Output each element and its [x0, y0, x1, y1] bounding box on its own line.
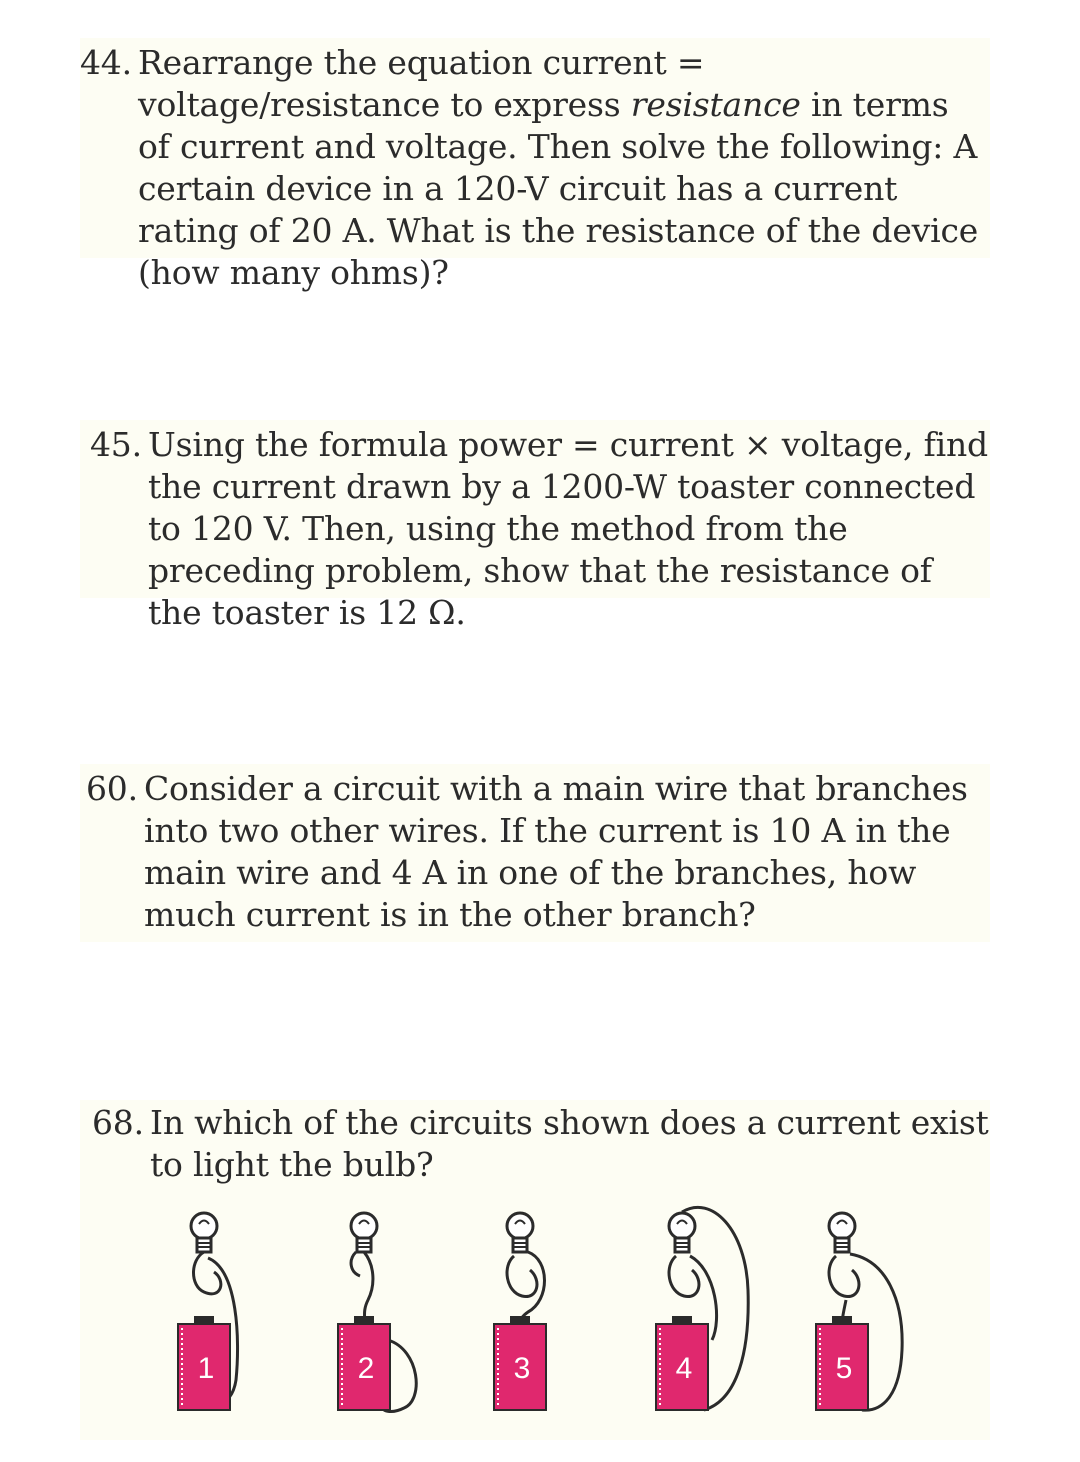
- bulb-icon: [191, 1213, 217, 1252]
- circuit-1-label: 1: [197, 1352, 215, 1385]
- bulb-icon: [669, 1213, 695, 1252]
- problem-60-number: 60.: [86, 769, 138, 808]
- problem-45-body: Using the formula power = current × voltage, find the current drawn by a 1200-W toaster connected to 120 V. Then, using the method from the preceding problem, show that the resistance of the toaster is 12 Ω.: [148, 425, 988, 632]
- problem-68-body: In which of the circuits shown does a current exist to light the bulb?: [150, 1103, 989, 1184]
- problem-44-text-after: in terms of current and voltage. Then solve the following: A certain device in a 120-V circuit has a current rating of 20 A. What is the resistance of the device (how many ohms)?: [138, 85, 979, 292]
- circuit-5: [816, 1213, 902, 1410]
- problem-44-text: [80, 42, 990, 294]
- problem-60-body: Consider a circuit with a main wire that branches into two other wires. If the current is 10 A in the main wire and 4 A in one of the branches, how much current is in the other branch?: [144, 769, 968, 934]
- problem-60: [80, 764, 990, 942]
- circuit-4-label: 4: [675, 1352, 693, 1385]
- bulb-icon: [507, 1213, 533, 1252]
- circuit-2: [338, 1213, 416, 1411]
- problem-45-text: [90, 424, 990, 634]
- circuit-2-label: 2: [357, 1352, 375, 1385]
- circuit-5-label: 5: [835, 1352, 853, 1385]
- problem-45: [80, 420, 990, 632]
- problem-60-text: [86, 768, 990, 936]
- circuit-3: [494, 1213, 546, 1410]
- problem-68-number: 68.: [92, 1103, 144, 1142]
- circuit-4: [656, 1207, 748, 1410]
- problem-68: [80, 1100, 990, 1440]
- problem-44: [80, 38, 990, 292]
- problem-44-number: 44.: [80, 43, 132, 82]
- problem-44-text-before: Rearrange the equation current = voltage/resistance to express: [138, 43, 705, 124]
- bulb-icon: [829, 1213, 855, 1252]
- bulb-icon: [351, 1213, 377, 1252]
- circuit-diagrams: [80, 1200, 990, 1440]
- circuit-3-label: 3: [513, 1352, 531, 1385]
- circuit-1: [178, 1213, 238, 1410]
- problem-44-italic-word: resistance: [630, 85, 801, 124]
- problem-45-number: 45.: [90, 425, 142, 464]
- problem-68-text: [92, 1102, 990, 1186]
